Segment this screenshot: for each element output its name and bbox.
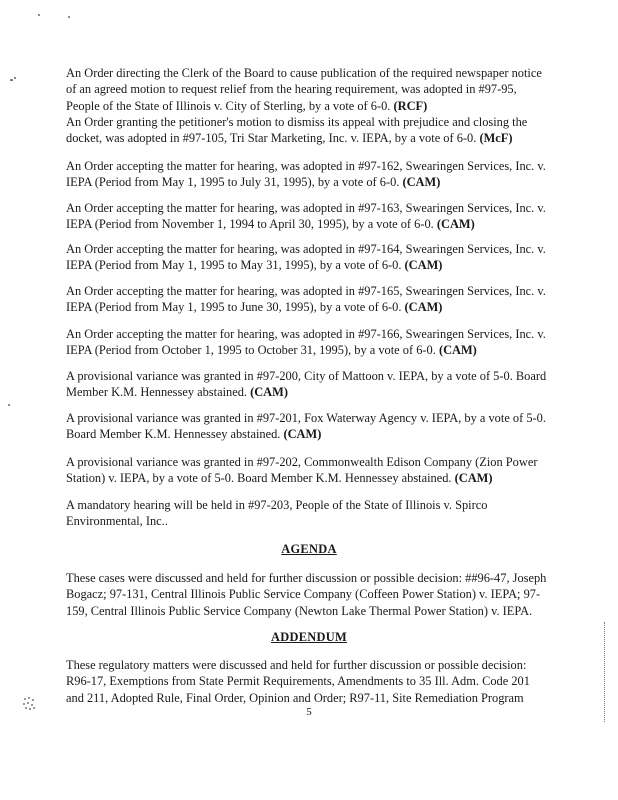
initials-tag: (CAM) [404, 258, 443, 273]
hearing-paragraph [66, 497, 550, 530]
initials-tag: (CAM) [436, 217, 475, 232]
order-paragraph [66, 200, 550, 233]
initials-tag: (CAM) [404, 300, 443, 315]
initials-tag: (CAM) [438, 343, 477, 358]
initials-tag: (CAM) [454, 471, 493, 486]
paragraph-text: A mandatory hearing will be held in #97-203, People of the State of Illinois v. Spirco Environmental, Inc.. [66, 498, 488, 529]
scan-speck [38, 14, 40, 16]
order-paragraph [66, 283, 550, 316]
scan-speck [8, 404, 10, 406]
variance-paragraph [66, 368, 550, 401]
scan-speck [68, 16, 70, 18]
order-paragraph [66, 158, 550, 191]
page-number: 5 [306, 706, 312, 718]
variance-paragraph [66, 454, 550, 487]
initials-tag: (CAM) [402, 175, 441, 190]
paragraph-text: An Order accepting the matter for hearing, was adopted in #97-164, Swearingen Services, Inc. v. IEPA (Period from May 1, 1995 to May 31, 1995), by a vote of 6-0. [66, 242, 546, 273]
initials-tag: (McF) [479, 131, 513, 146]
initials-tag: (CAM) [250, 385, 288, 400]
addendum-paragraph: These regulatory matters were discussed and held for further discussion or possible decision: R96-17, Exemptions from State Permit Requirements, Amendments to 35 Ill. Adm. Code 201 and 211, Adopted Rule, Final Order, Opinion and Order; R97-11, Site Remediation Program [66, 658, 530, 705]
order-paragraph [66, 114, 550, 147]
variance-paragraph [66, 410, 550, 443]
order-paragraph [66, 241, 550, 274]
addendum-heading: ADDENDUM [270, 630, 348, 644]
paragraph-text: A provisional variance was granted in #97-200, City of Mattoon v. IEPA, by a vote of 5-0. Board Member K.M. Hennessey abstained. [66, 369, 547, 400]
order-paragraph [66, 326, 550, 359]
initials-tag: (RCF) [393, 98, 428, 113]
paragraph-text: A provisional variance was granted in #97-202, Commonwealth Edison Company (Zion Power Station) v. IEPA, by a vote of 5-0. Board Member K.M. Hennessey abstained. [66, 455, 538, 486]
paragraph-text: A provisional variance was granted in #97-201, Fox Waterway Agency v. IEPA, by a vote of 5-0. Board Member K.M. Hennessey abstained. [66, 411, 546, 442]
paragraph-text: An Order directing the Clerk of the Board to cause publication of the required newspaper notice of an agreed motion to request relief from the hearing requirement, was adopted in #97-95, People of the State of Illinois v. City of Sterling, by a vote of 6-0. [66, 66, 542, 113]
paragraph-text: An Order accepting the matter for hearing, was adopted in #97-166, Swearingen Services, Inc. v. IEPA (Period from October 1, 1995 to October 31, 1995), by a vote of 6-0. [66, 327, 546, 358]
agenda-heading: AGENDA [281, 542, 337, 556]
initials-tag: (CAM) [283, 427, 322, 442]
paragraph-text: An Order accepting the matter for hearing, was adopted in #97-162, Swearingen Services, Inc. v. IEPA (Period from May 1, 1995 to July 31, 1995), by a vote of 6-0. [66, 159, 546, 190]
scan-speck [10, 79, 13, 81]
agenda-paragraph: These cases were discussed and held for further discussion or possible decision: ##96-47, Joseph Bogacz; 97-131, Central Illinois Public Service Company (Coffeen Power Station) v. IEPA; 97-159, Central Illinois Public Service Company (Newton Lake Thermal Power Station) v. IEPA. [66, 571, 547, 618]
paragraph-text: An Order accepting the matter for hearing, was adopted in #97-163, Swearingen Services, Inc. v. IEPA (Period from November 1, 1994 to April 30, 1995), by a vote of 6-0. [66, 201, 546, 232]
order-paragraph [66, 65, 550, 114]
scan-speck [14, 77, 16, 79]
paragraph-text: An Order granting the petitioner's motion to dismiss its appeal with prejudice and closing the docket, was adopted in #97-105, Tri Star Marketing, Inc. v. IEPA, by a vote of 6-0. [66, 115, 528, 146]
paragraph-text: An Order accepting the matter for hearing, was adopted in #97-165, Swearingen Services, Inc. v. IEPA (Period from May 1, 1995 to June 30, 1995), by a vote of 6-0. [66, 284, 546, 315]
